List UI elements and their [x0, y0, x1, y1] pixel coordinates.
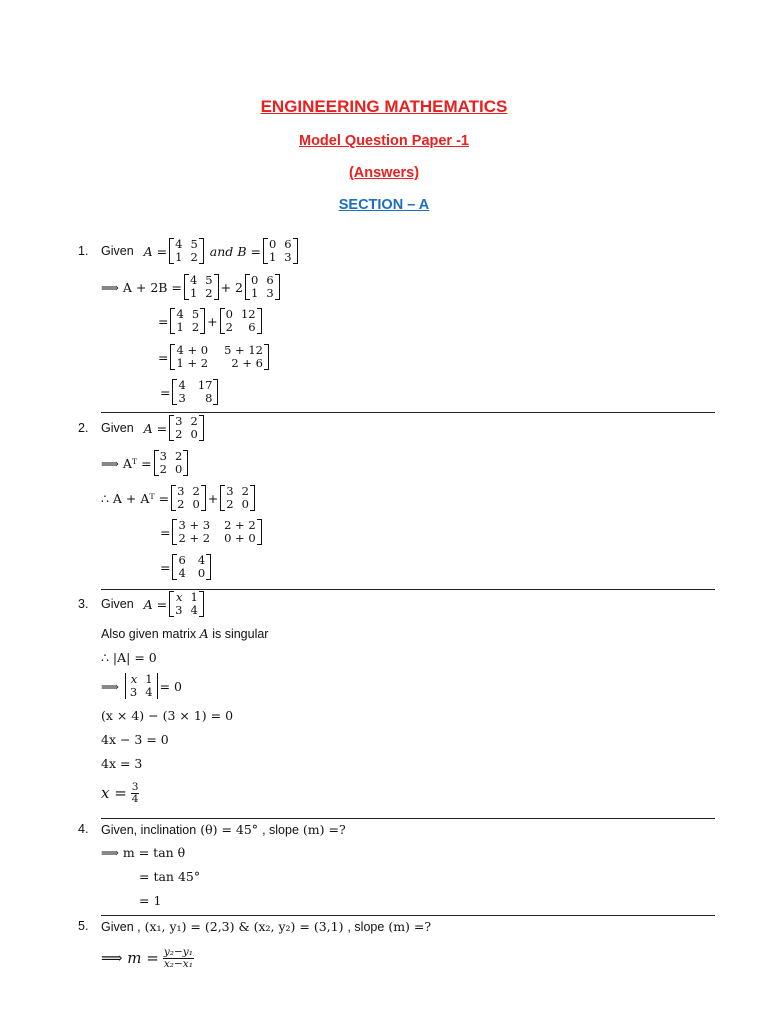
answers-label: (Answers) [348, 165, 420, 181]
q5-given-line: Given , (x₁, y₁) = (2,3) & (x₂, y₂) = (3,1) , slope (m) =? [101, 919, 432, 934]
q3-result: x = $\frac{3}{4}$ [101, 780, 139, 805]
q1-line4: = 4 + 0 5 + 12 1 + 2 2 + 6 [158, 343, 271, 371]
q3-singular-statement: Also given matrix A is singular [101, 626, 269, 641]
q4-line3: = tan 45° [139, 869, 201, 884]
q3-number: 3. [78, 597, 89, 611]
q4-given-line: Given, inclination (θ) = 45° , slope (m) =? [101, 822, 346, 837]
q2-line2: ⟹ Aᵀ = 3 2 2 0 [101, 449, 190, 477]
q4-line4: = 1 [139, 893, 162, 908]
q4-line2: ⟹ m = tan θ [101, 845, 186, 860]
divider [101, 915, 715, 916]
q1-line5: = 4 17 3 8 [160, 378, 220, 406]
divider [101, 412, 715, 413]
divider [101, 818, 715, 819]
q5-slope-formula: ⟹ m = $\frac{\text{y₂−y₁}}{\text{x₂−x₁}}$ [101, 945, 193, 970]
q2-line3: ∴ A + Aᵀ = 3 2 2 0 + 3 2 2 0 [101, 484, 257, 512]
q2-line4: = 3 + 3 2 + 2 2 + 2 0 + 0 [160, 518, 264, 546]
document-title: ENGINEERING MATHEMATICS [260, 97, 508, 116]
q1-number: 1. [78, 244, 89, 258]
q5-number: 5. [78, 919, 89, 933]
q2-line5: = 6 4 4 0 [160, 553, 213, 581]
q2-number: 2. [78, 421, 89, 435]
paper-subtitle: Model Question Paper -1 [299, 133, 469, 149]
q1-matrix-b: 0 6 1 3 [263, 238, 298, 264]
q3-line4: (x × 4) − (3 × 1) = 0 [101, 708, 234, 723]
q1-line3: = 4 5 1 2 + 0 12 2 6 [158, 307, 264, 335]
q1-matrix-a: 4 5 1 2 [169, 238, 204, 264]
q3-line5: 4x − 3 = 0 [101, 732, 169, 747]
q2-given-line: Given A = 3 2 2 0 [101, 414, 206, 442]
q3-given-line: Given A = x 1 3 4 [101, 590, 206, 618]
q3-line6: 4x = 3 [101, 756, 143, 771]
q1-line2: ⟹ A + 2B = 4 5 1 2 + 2 0 6 1 3 [101, 273, 282, 301]
q1-given-line: Given A = 4 5 1 2 and B = 0 6 1 3 [101, 237, 300, 265]
q3-det-line: ∴ |A| = 0 [101, 650, 157, 665]
q4-number: 4. [78, 822, 89, 836]
q3-det-expansion: ⟹ x 1 3 4 = 0 [101, 672, 182, 699]
section-heading: SECTION – A [338, 197, 430, 213]
